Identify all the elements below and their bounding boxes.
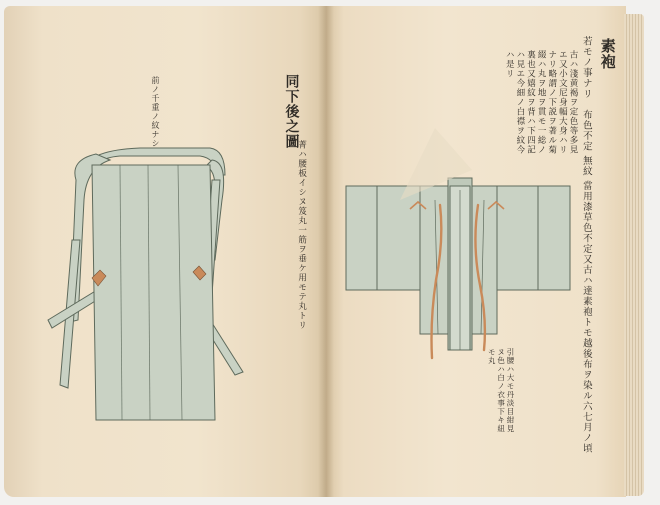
right-label: 引腰ハ大モ丹淡目紺見ヌ色ハ白ノ衣事下キ紐モ丸: [487, 348, 515, 433]
right-description: 古ハ淺黄褐ヲ定色等多見エ又小文尼身幅大身ハリナリ略謂ノ下説ヲ著ル菊綴ハ丸ヲ地ヲ貫モ一総ノ裏也又嬉紋ヲ背ハ下四記ハ見エ今細ノ白襟ヲ紋今ハ是リ: [504, 50, 578, 155]
right-title: 素袍: [598, 38, 617, 70]
left-caption: 前ノ千重ノ紋ナシ: [151, 76, 160, 148]
left-title: 同下後之圖: [283, 74, 300, 149]
right-subtitle: 若モノ事ナリ 布色不定 無紋 當用漆草色不定又古ハ達素袍トモ越後布ヲ染ル六七月ノ頃: [580, 36, 592, 454]
left-note: 菁ハ腰板イシヌ笈丸一筋ヲ垂ケ用モテ丸トリ: [296, 140, 307, 330]
